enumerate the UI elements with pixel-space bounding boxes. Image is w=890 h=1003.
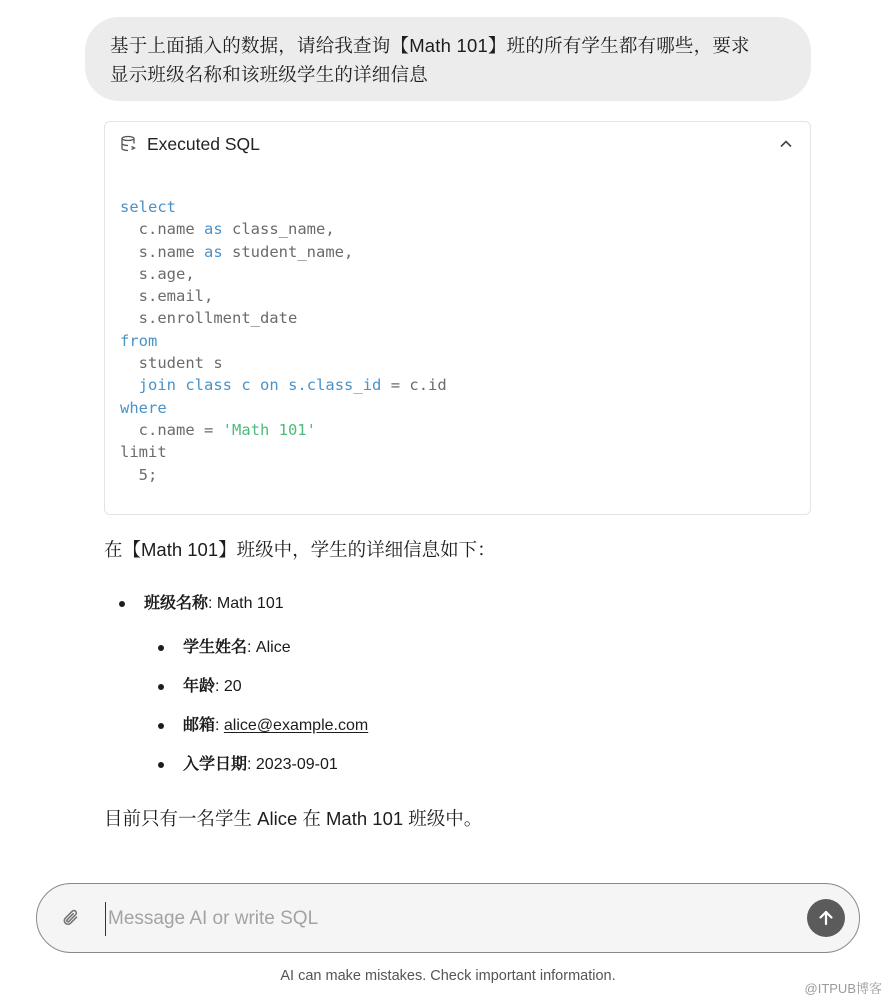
arrow-up-icon xyxy=(816,908,836,928)
user-message-line-1: 基于上面插入的数据，请给我查询【Math 101】班的所有学生都有哪些，要求 xyxy=(110,35,750,56)
sql-keyword: class xyxy=(185,376,233,395)
sql-keyword: select xyxy=(120,198,176,216)
list-bullet xyxy=(119,601,125,607)
student-name-label: 学生姓名 xyxy=(183,639,248,656)
student-email-link[interactable]: alice@example.com xyxy=(223,717,369,734)
student-name-value: : Alice xyxy=(247,639,291,656)
student-age-item xyxy=(183,673,242,696)
sql-keyword: as xyxy=(204,242,223,261)
list-bullet xyxy=(158,723,164,729)
sql-string: 'Math 101' xyxy=(222,420,316,439)
database-icon xyxy=(120,135,138,153)
watermark: @ITPUB博客 xyxy=(804,981,882,996)
class-name-value: : Math 101 xyxy=(208,595,284,612)
sql-text: class_name, xyxy=(222,220,335,239)
sql-space xyxy=(279,376,288,394)
student-email-item xyxy=(183,712,368,735)
list-bullet xyxy=(158,762,164,768)
student-name-item xyxy=(183,634,291,657)
sql-space xyxy=(176,376,185,394)
sql-space xyxy=(251,376,260,394)
executed-sql-header[interactable] xyxy=(105,122,810,168)
sql-text: c.name xyxy=(120,220,204,239)
executed-sql-title: Executed SQL xyxy=(147,134,260,154)
chevron-up-icon[interactable] xyxy=(778,136,794,152)
sql-keyword: join xyxy=(138,376,176,395)
paperclip-icon[interactable] xyxy=(61,908,81,928)
sql-text: = c.id xyxy=(381,376,447,395)
student-email-sep: : xyxy=(215,717,224,734)
list-bullet xyxy=(158,684,164,690)
sql-text: student_name, xyxy=(222,242,354,261)
send-button[interactable] xyxy=(807,899,845,937)
class-name-label: 班级名称 xyxy=(144,595,209,612)
response-intro: 在【Math 101】班级中，学生的详细信息如下： xyxy=(104,539,496,560)
sql-keyword: where xyxy=(120,398,167,417)
executed-sql-card xyxy=(104,121,811,515)
response-outro: 目前只有一名学生 Alice 在 Math 101 班级中。 xyxy=(104,808,483,829)
message-input-bar xyxy=(36,883,860,953)
class-name-item xyxy=(144,590,284,613)
sql-keyword: c xyxy=(241,376,251,395)
sql-keyword: on xyxy=(260,376,279,395)
message-input[interactable] xyxy=(105,902,790,936)
enrollment-date-value: : 2023-09-01 xyxy=(247,756,338,773)
sql-text: s.age, xyxy=(120,264,195,283)
list-bullet xyxy=(158,645,164,651)
sql-keyword: s.class_id xyxy=(288,376,382,395)
sql-text: limit xyxy=(120,443,167,462)
student-age-label: 年龄 xyxy=(183,678,216,695)
sql-text xyxy=(120,376,139,394)
sql-text: c.name = xyxy=(120,420,223,439)
sql-keyword: from xyxy=(120,331,158,350)
sql-text: s.email, xyxy=(120,287,214,306)
sql-code-block xyxy=(120,196,447,486)
student-age-value: : 20 xyxy=(215,678,242,695)
sql-keyword: as xyxy=(204,220,223,239)
sql-space xyxy=(232,376,241,394)
user-message-bubble xyxy=(85,17,811,101)
enrollment-date-label: 入学日期 xyxy=(183,756,248,773)
sql-text: student s xyxy=(120,354,223,373)
sql-text: s.enrollment_date xyxy=(120,309,298,328)
sql-text: s.name xyxy=(120,242,204,261)
disclaimer-note: AI can make mistakes. Check important information. xyxy=(280,968,616,984)
user-message-line-2: 显示班级名称和该班级学生的详细信息 xyxy=(110,64,428,85)
enrollment-date-item xyxy=(183,751,338,774)
student-email-label: 邮箱 xyxy=(183,717,216,734)
sql-text: 5; xyxy=(120,465,158,484)
